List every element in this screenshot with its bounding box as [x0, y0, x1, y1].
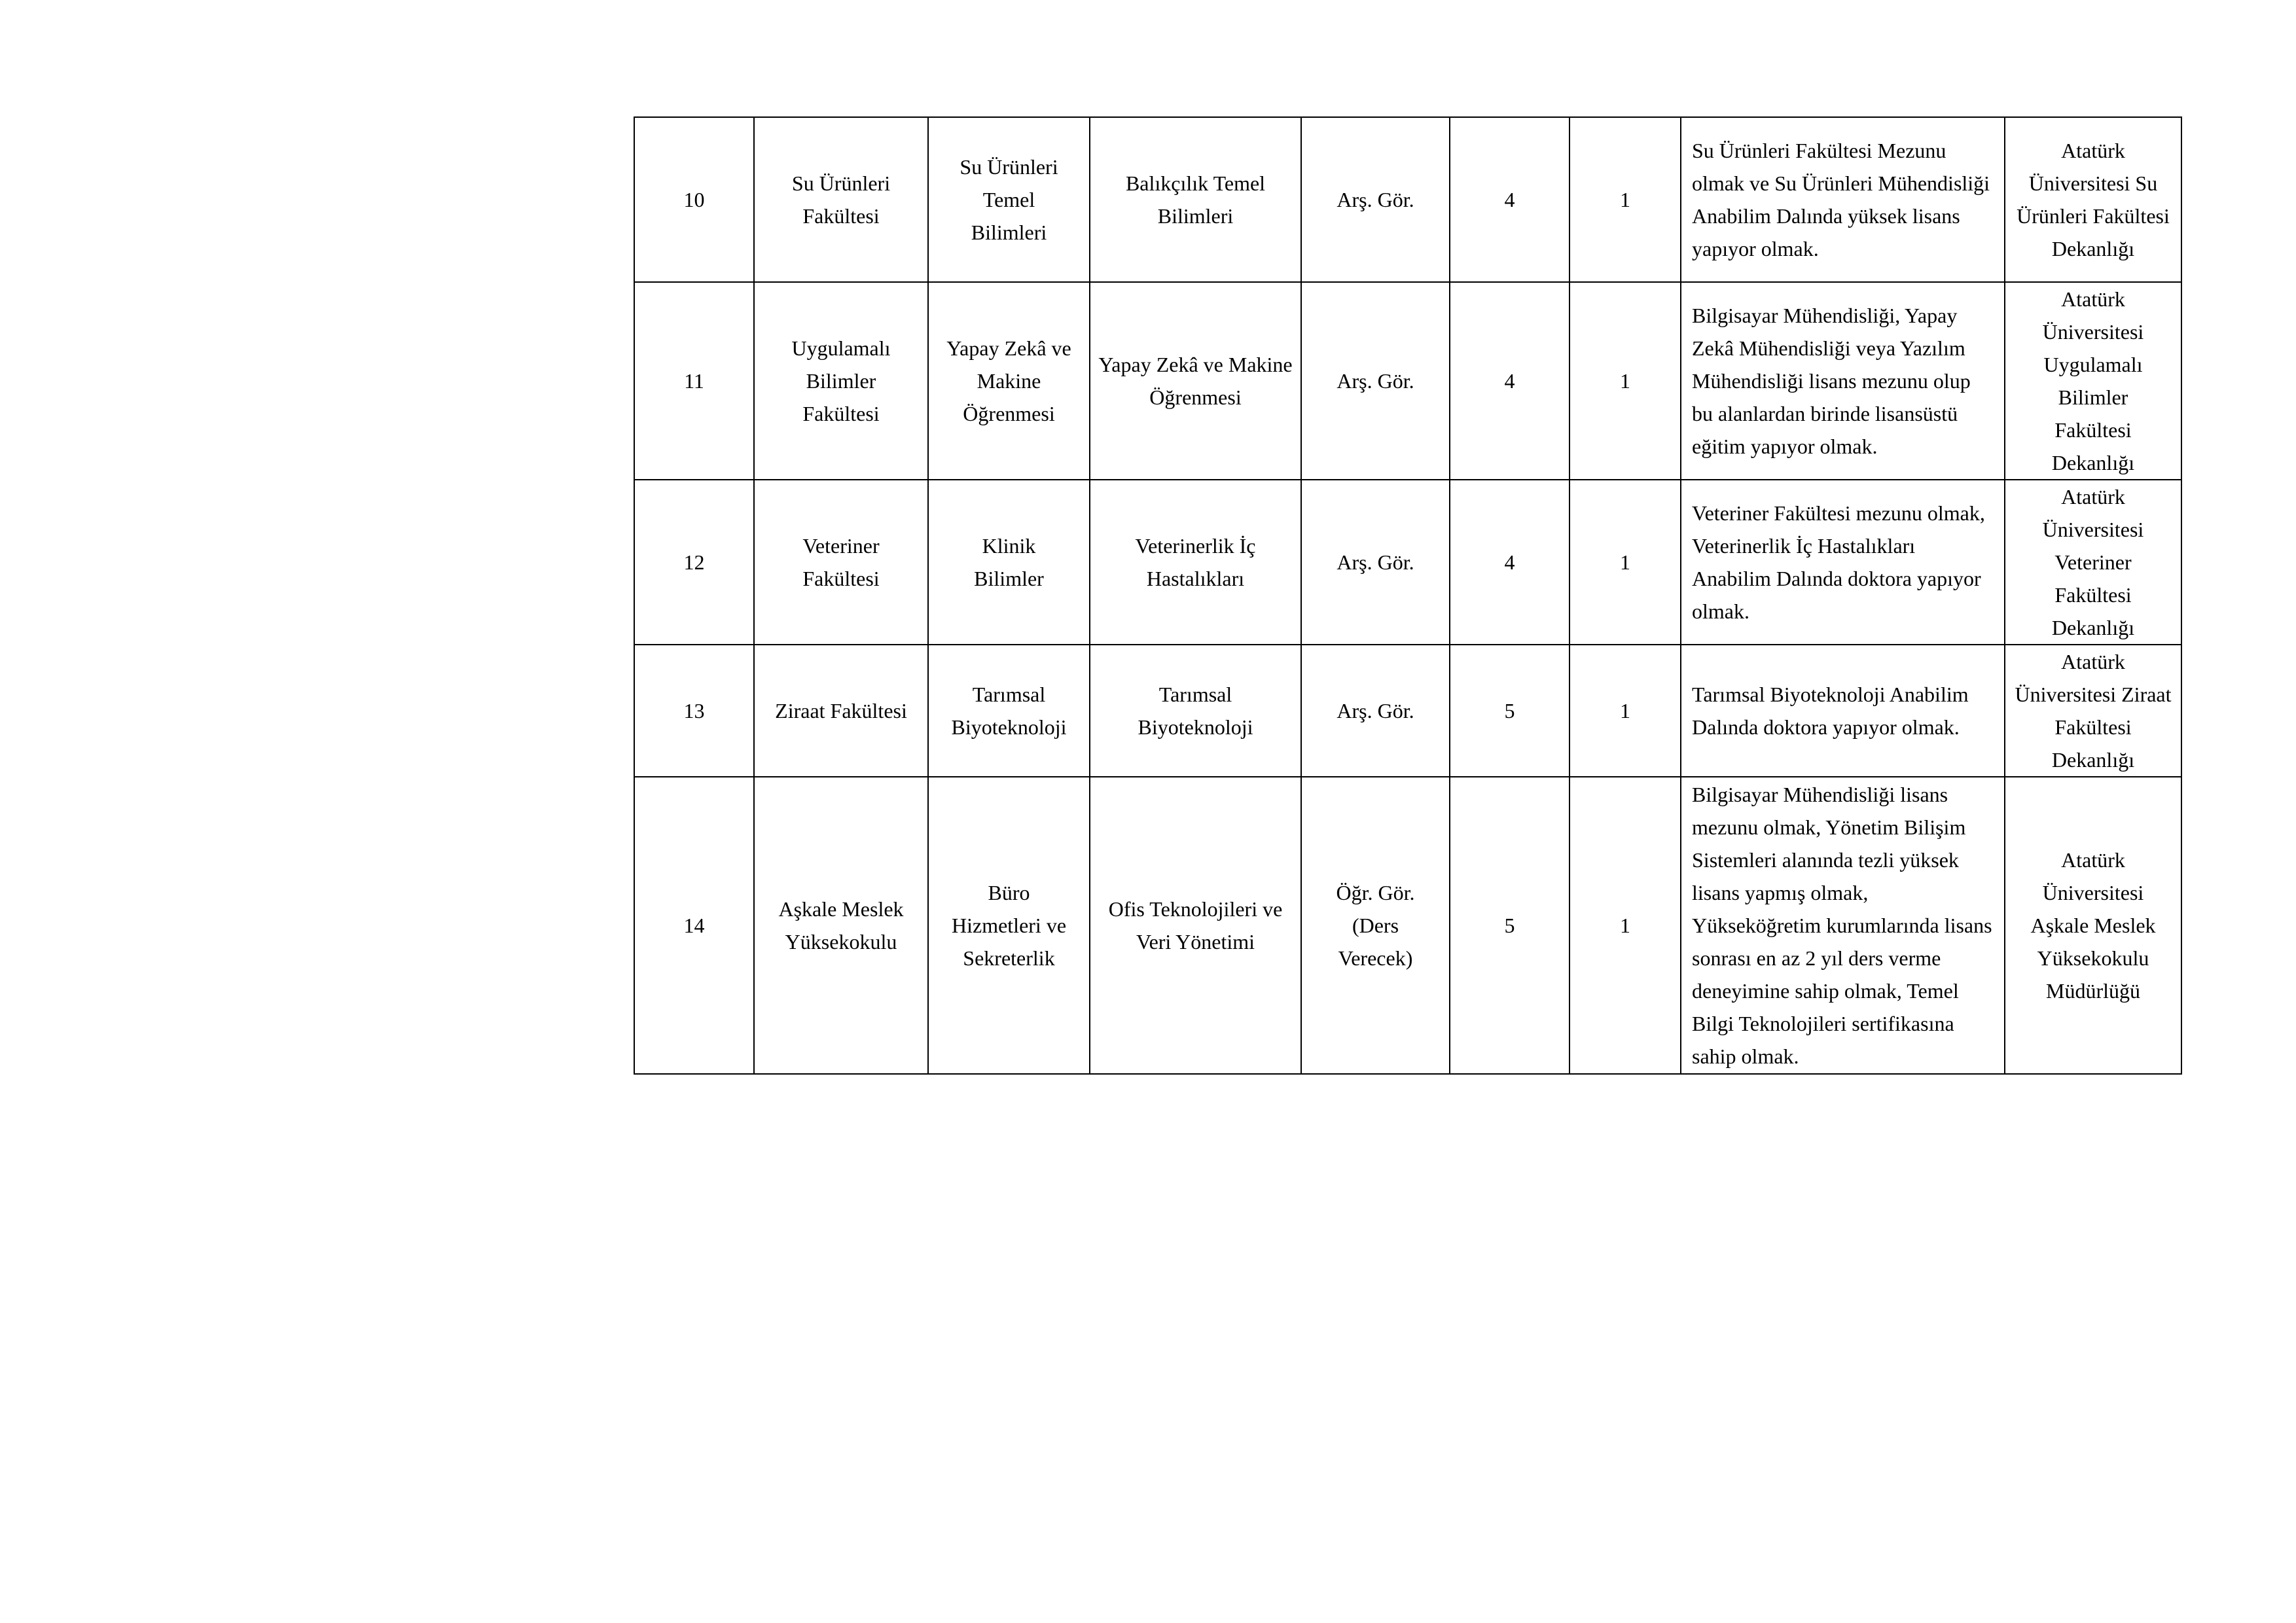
authority-cell: Atatürk Üniversitesi Su Ürünleri Fakültesi Dekanlığı — [2005, 117, 2181, 282]
row-number: 11 — [634, 282, 754, 480]
requirements-cell: Veteriner Fakültesi mezunu olmak, Veterinerlik İç Hastalıkları Anabilim Dalında doktora yapıyor olmak. — [1681, 480, 2005, 645]
division-cell: Ofis Teknolojileri ve Veri Yönetimi — [1090, 777, 1301, 1074]
staff-position-table — [634, 116, 2182, 1075]
authority-cell: Atatürk Üniversitesi Uygulamalı Bilimler Fakültesi Dekanlığı — [2005, 282, 2181, 480]
table-row — [634, 777, 2181, 1074]
authority-cell: Atatürk Üniversitesi Veteriner Fakültesi Dekanlığı — [2005, 480, 2181, 645]
requirements-cell: Su Ürünleri Fakültesi Mezunu olmak ve Su Ürünleri Mühendisliği Anabilim Dalında yüksek lisans yapıyor olmak. — [1681, 117, 2005, 282]
table-row — [634, 480, 2181, 645]
title-cell: Arş. Gör. — [1301, 480, 1450, 645]
unit-cell: Ziraat Fakültesi — [754, 645, 928, 777]
requirements-cell: Bilgisayar Mühendisliği lisans mezunu olmak, Yönetim Bilişim Sistemleri alanında tezli yüksek lisans yapmış olmak, Yükseköğretim kurumlarında lisans sonrası en az 2 yıl ders verme deneyimine sahip olmak, Temel Bilgi Teknolojileri sertifikasına sahip olmak. — [1681, 777, 2005, 1074]
department-cell: Klinik Bilimler — [928, 480, 1090, 645]
table-row — [634, 117, 2181, 282]
degree-cell: 5 — [1450, 777, 1570, 1074]
department-cell: Tarımsal Biyoteknoloji — [928, 645, 1090, 777]
degree-cell: 5 — [1450, 645, 1570, 777]
count-cell: 1 — [1570, 480, 1681, 645]
count-cell: 1 — [1570, 645, 1681, 777]
authority-cell: Atatürk Üniversitesi Aşkale Meslek Yüksekokulu Müdürlüğü — [2005, 777, 2181, 1074]
division-cell: Yapay Zekâ ve Makine Öğrenmesi — [1090, 282, 1301, 480]
count-cell: 1 — [1570, 117, 1681, 282]
department-cell: Yapay Zekâ ve Makine Öğrenmesi — [928, 282, 1090, 480]
degree-cell: 4 — [1450, 480, 1570, 645]
unit-cell: Uygulamalı Bilimler Fakültesi — [754, 282, 928, 480]
row-number: 14 — [634, 777, 754, 1074]
table-row — [634, 282, 2181, 480]
authority-cell: Atatürk Üniversitesi Ziraat Fakültesi Dekanlığı — [2005, 645, 2181, 777]
unit-cell: Aşkale Meslek Yüksekokulu — [754, 777, 928, 1074]
title-cell: Öğr. Gör. (Ders Verecek) — [1301, 777, 1450, 1074]
division-cell: Tarımsal Biyoteknoloji — [1090, 645, 1301, 777]
title-cell: Arş. Gör. — [1301, 645, 1450, 777]
degree-cell: 4 — [1450, 282, 1570, 480]
degree-cell: 4 — [1450, 117, 1570, 282]
department-cell: Büro Hizmetleri ve Sekreterlik — [928, 777, 1090, 1074]
row-number: 10 — [634, 117, 754, 282]
requirements-cell: Tarımsal Biyoteknoloji Anabilim Dalında doktora yapıyor olmak. — [1681, 645, 2005, 777]
count-cell: 1 — [1570, 282, 1681, 480]
table-row — [634, 645, 2181, 777]
division-cell: Veterinerlik İç Hastalıkları — [1090, 480, 1301, 645]
title-cell: Arş. Gör. — [1301, 117, 1450, 282]
row-number: 12 — [634, 480, 754, 645]
unit-cell: Su Ürünleri Fakültesi — [754, 117, 928, 282]
row-number: 13 — [634, 645, 754, 777]
unit-cell: Veteriner Fakültesi — [754, 480, 928, 645]
division-cell: Balıkçılık Temel Bilimleri — [1090, 117, 1301, 282]
department-cell: Su Ürünleri Temel Bilimleri — [928, 117, 1090, 282]
requirements-cell: Bilgisayar Mühendisliği, Yapay Zekâ Mühendisliği veya Yazılım Mühendisliği lisans mezunu olup bu alanlardan birinde lisansüstü eğitim yapıyor olmak. — [1681, 282, 2005, 480]
title-cell: Arş. Gör. — [1301, 282, 1450, 480]
count-cell: 1 — [1570, 777, 1681, 1074]
